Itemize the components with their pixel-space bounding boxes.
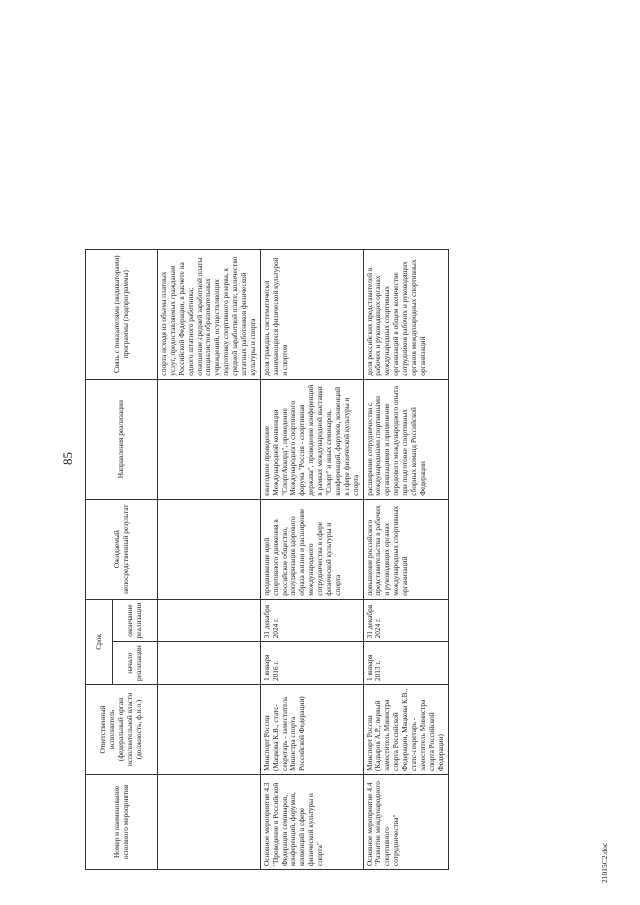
result-cell: повышение российского представительства в рабочих и руководящих органах международных спортивных организаций: [363, 499, 448, 599]
link-cell: доля российских представителей в рабочих и руководящих органах международных спортивных организаций в общем количестве сотрудников рабочих и руководящих органов международных спортивных организаций: [363, 249, 448, 379]
directions-cell: ежегодное проведение Международной конвенции "СпортАккорд", проведение Международного спортивного форума "Россия - спортивная держава", проведение конференций в рамках международной выставки "Спорт" и иных семинаров, конференций, форумов, конвенций в сфере физической культуры и спорта: [260, 379, 363, 499]
responsible-cell: Минспорт России (Кадыров А.Р., первый заместитель Министра спорта Российской Федерации, Мацкова К.В., статс-секретарь - заместитель Министра спорта Российской Федерации): [363, 685, 448, 775]
table-header-row: [86, 249, 113, 869]
table-row: [363, 249, 448, 869]
empty-cell: [158, 642, 261, 685]
table-row-continuation: [158, 249, 261, 869]
empty-cell: [158, 499, 261, 599]
page-number: 85: [60, 452, 75, 465]
document-code: 21015C2.doc: [600, 842, 609, 883]
header-result: Ожидаемый непосредственный результат: [86, 499, 158, 599]
measure-name-cell: Основное мероприятие 4.4 "Развитие международного спортивного сотрудничества": [363, 775, 448, 870]
end-date-cell: 31 декабря 2024 г.: [363, 599, 448, 642]
result-cell: продвижение идей спортивного движения в российское общество, популяризация здорового образа жизни и расширение международного сотрудничества в сфере физической культуры и спорта: [260, 499, 363, 599]
end-date-cell: 31 декабря 2024 г.: [260, 599, 363, 642]
empty-cell: [158, 379, 261, 499]
link-cell: спорта исходя из объема платных услуг, предоставляемых гражданам Российской Федерации, в расчете на одного штатного работника; отношение средней заработной платы специалистов образовательных учреждений, осуществляющих подготовку спортивного резерва, к средней заработной плате; количество штатных работников физической культуры и спорта: [158, 249, 261, 379]
empty-cell: [158, 775, 261, 870]
header-term: Срок: [86, 599, 113, 684]
header-end: окончание реализации: [113, 599, 158, 642]
empty-cell: [158, 685, 261, 775]
header-number-name: Номер и наименование основного мероприятия: [86, 775, 158, 870]
start-date-cell: 1 января 2013 г.: [363, 642, 448, 685]
empty-cell: [158, 599, 261, 642]
directions-cell: расширение сотрудничества с международными спортивными организациями и применение передового международного опыта при подготовке спортивных сборных команд Российской Федерации: [363, 379, 448, 499]
responsible-cell: Минспорт России (Мацкова К.В., статс-секретарь - заместитель Министра спорта Российской Федерации): [260, 685, 363, 775]
table-row: [260, 249, 363, 869]
measure-name-cell: Основное мероприятие 4.3 "Проведение в Российской Федерации семинаров, конференций, форумов, конвенций в сфере физической культуры и спорта": [260, 775, 363, 870]
start-date-cell: 1 января 2016 г.: [260, 642, 363, 685]
link-cell: доля граждан, систематически занимающихся физической культурой и спортом: [260, 249, 363, 379]
header-responsible: Ответственный исполнитель (федеральный орган исполнительной власти (должность, ф.и.о.): [86, 685, 158, 775]
header-link: Связь с показателями (индикаторами) программы (подпрограммы): [86, 249, 158, 379]
header-start: начало реализации: [113, 642, 158, 685]
measures-table: [85, 249, 449, 870]
header-directions: Направления реализации: [86, 379, 158, 499]
